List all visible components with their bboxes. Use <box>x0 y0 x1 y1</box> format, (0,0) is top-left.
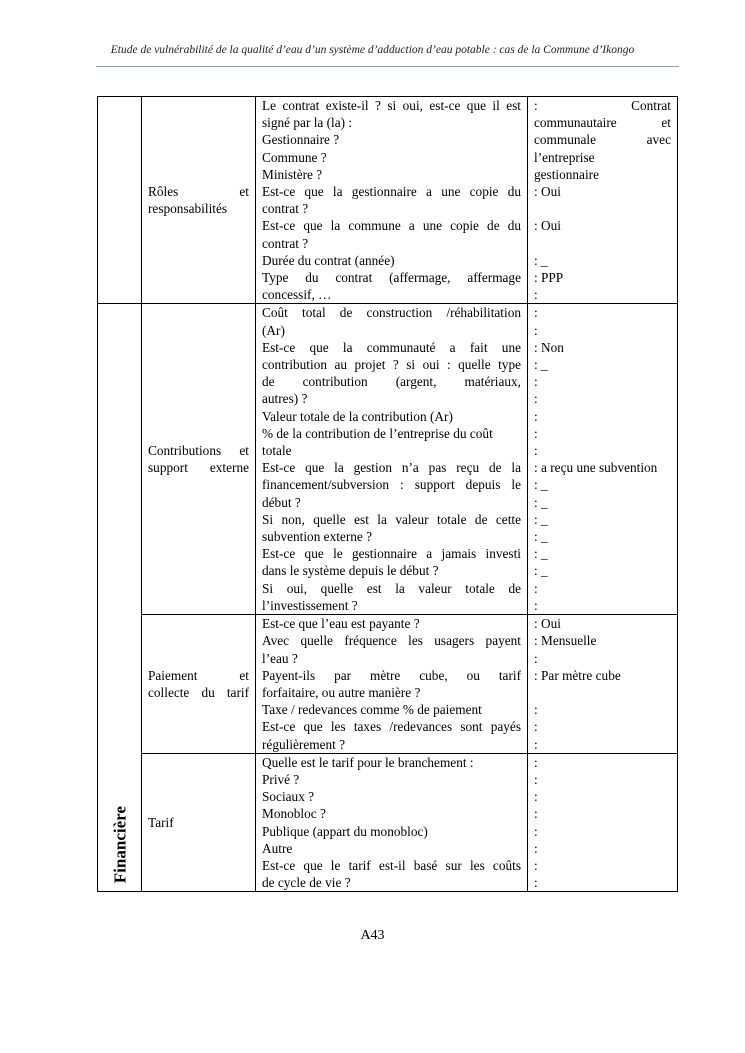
question-line: (Ar) <box>262 322 285 338</box>
answer-line: : <box>534 597 538 613</box>
question-line: Publique (appart du monobloc) <box>262 823 428 839</box>
question-line: Privé ? <box>262 771 300 787</box>
question-line: financement/subversion : support depuis le <box>262 477 521 493</box>
question-line: Avec quelle fréquence les usagers payent <box>262 633 521 649</box>
question-line: Payent-ils par mètre cube, ou tarif <box>262 667 521 683</box>
question-line: Sociaux ? <box>262 789 315 805</box>
running-header: Etude de vulnérabilité de la qualité d’eau d’un système d’adduction d’eau potable : cas de la Commune d’Ikongo <box>110 44 635 56</box>
question-line: Le contrat existe-il ? si oui, est-ce que il est <box>262 98 521 113</box>
section-cell <box>98 304 142 892</box>
answer-line: : a reçu une subvention <box>534 460 658 476</box>
answer-line: : Oui <box>534 184 561 200</box>
question-line: autres) ? <box>262 391 308 407</box>
section-cell-empty <box>98 97 142 304</box>
answer-line: : <box>534 580 538 596</box>
answer-line: : Oui <box>534 218 561 234</box>
question-line: concessif, … <box>262 287 332 303</box>
question-line: Est-ce que la gestionnaire a une copie du <box>262 184 521 200</box>
question-line: Est-ce que la commune a une copie de du <box>262 218 521 234</box>
answer-line: l’entreprise <box>534 149 595 165</box>
header-rule <box>96 66 679 67</box>
answer-line: : <box>534 425 538 441</box>
answer-line: : <box>534 408 538 424</box>
answer-line: : _ <box>534 494 548 510</box>
question-line: forfaitaire, ou autre manière ? <box>262 684 421 700</box>
question-line: Type du contrat (affermage, affermage <box>262 270 521 286</box>
question-line: de contribution (argent, matériaux, <box>262 374 521 390</box>
answer-line <box>534 200 671 217</box>
answer-cell <box>528 97 678 304</box>
answer-cell <box>528 304 678 615</box>
answer-line: : <box>534 374 538 390</box>
question-line: de cycle de vie ? <box>262 875 351 891</box>
question-cell <box>256 97 528 304</box>
question-line: subvention externe ? <box>262 529 373 545</box>
answer-line: communale avec <box>534 132 671 148</box>
answer-cell <box>528 615 678 754</box>
answer-line: : <box>534 789 538 805</box>
row-label: Paiement et collecte du tarif <box>142 615 256 754</box>
answer-line: : <box>534 305 538 321</box>
answer-line: : Par mètre cube <box>534 667 621 683</box>
page-number: A43 <box>360 928 385 943</box>
answer-line <box>534 235 671 252</box>
table-row <box>98 97 678 304</box>
answer-line: : <box>534 875 538 891</box>
question-line: Ministère ? <box>262 166 323 182</box>
question-line: Taxe / redevances comme % de paiement <box>262 702 482 718</box>
answer-line: : <box>534 823 538 839</box>
question-line: Si non, quelle est la valeur totale de cette <box>262 511 521 527</box>
answer-line: communautaire et <box>534 115 671 131</box>
answer-line: : Contrat <box>534 98 671 114</box>
answer-line: : <box>534 650 538 666</box>
answer-line <box>534 684 671 701</box>
question-line: % de la contribution de l’entreprise du coût <box>262 425 493 441</box>
question-line: totale <box>262 443 292 459</box>
question-line: signé par la (la) : <box>262 115 353 131</box>
question-line: début ? <box>262 494 301 510</box>
answer-line: : <box>534 771 538 787</box>
answer-line: : <box>534 391 538 407</box>
question-cell <box>256 753 528 892</box>
answer-line: : PPP <box>534 270 564 286</box>
question-line: contrat ? <box>262 235 309 251</box>
answer-line: : <box>534 857 538 873</box>
answer-line: : _ <box>534 511 548 527</box>
answer-line: : <box>534 840 538 856</box>
question-line: Si oui, quelle est la valeur totale de <box>262 580 521 596</box>
table-row <box>98 753 678 892</box>
answer-line: : Non <box>534 339 564 355</box>
questionnaire-table <box>97 96 678 892</box>
answer-line: : <box>534 287 538 303</box>
answer-line: gestionnaire <box>534 166 599 182</box>
question-line: Autre <box>262 840 293 856</box>
question-line: Durée du contrat (année) <box>262 252 395 268</box>
answer-line: : _ <box>534 477 548 493</box>
answer-line: : _ <box>534 252 548 268</box>
question-line: Est-ce que la gestion n’a pas reçu de la <box>262 460 521 476</box>
answer-line: : _ <box>534 563 548 579</box>
answer-cell <box>528 753 678 892</box>
question-line: Est-ce que le gestionnaire a jamais investi <box>262 546 521 562</box>
answer-line: : <box>534 806 538 822</box>
question-line: Monobloc ? <box>262 806 326 822</box>
answer-line: : _ <box>534 546 548 562</box>
answer-line: : Mensuelle <box>534 633 597 649</box>
question-cell <box>256 615 528 754</box>
answer-line: : <box>534 322 538 338</box>
question-line: Est-ce que la communauté a fait une <box>262 339 521 355</box>
question-line: Quelle est le tarif pour le branchement : <box>262 754 474 770</box>
question-line: Gestionnaire ? <box>262 132 340 148</box>
answer-line: : <box>534 443 538 459</box>
answer-line: : <box>534 736 538 752</box>
section-label: Financière <box>109 806 129 884</box>
question-line: régulièrement ? <box>262 736 346 752</box>
answer-line: : <box>534 719 538 735</box>
question-line: dans le système depuis le début ? <box>262 563 439 579</box>
question-line: Commune ? <box>262 149 327 165</box>
answer-line: : Oui <box>534 616 561 632</box>
question-line: Coût total de construction /réhabilitation <box>262 305 521 321</box>
answer-line: : _ <box>534 357 548 373</box>
question-line: l’eau ? <box>262 650 298 666</box>
table-row <box>98 304 678 615</box>
answer-line: : <box>534 754 538 770</box>
table-row <box>98 615 678 754</box>
answer-line: : _ <box>534 529 548 545</box>
row-label: Tarif <box>142 753 256 892</box>
question-line: Est-ce que le tarif est-il basé sur les coûts <box>262 857 521 873</box>
answer-line: : <box>534 702 538 718</box>
question-line: Est-ce que l’eau est payante ? <box>262 616 420 632</box>
question-line: contribution au projet ? si oui : quelle type <box>262 357 521 373</box>
question-line: Est-ce que les taxes /redevances sont payés <box>262 719 521 735</box>
question-cell <box>256 304 528 615</box>
question-line: contrat ? <box>262 201 309 217</box>
question-line: Valeur totale de la contribution (Ar) <box>262 408 453 424</box>
question-line: l’investissement ? <box>262 597 358 613</box>
row-label: Contributions et support externe <box>142 304 256 615</box>
row-label: Rôles et responsabilités <box>142 97 256 304</box>
